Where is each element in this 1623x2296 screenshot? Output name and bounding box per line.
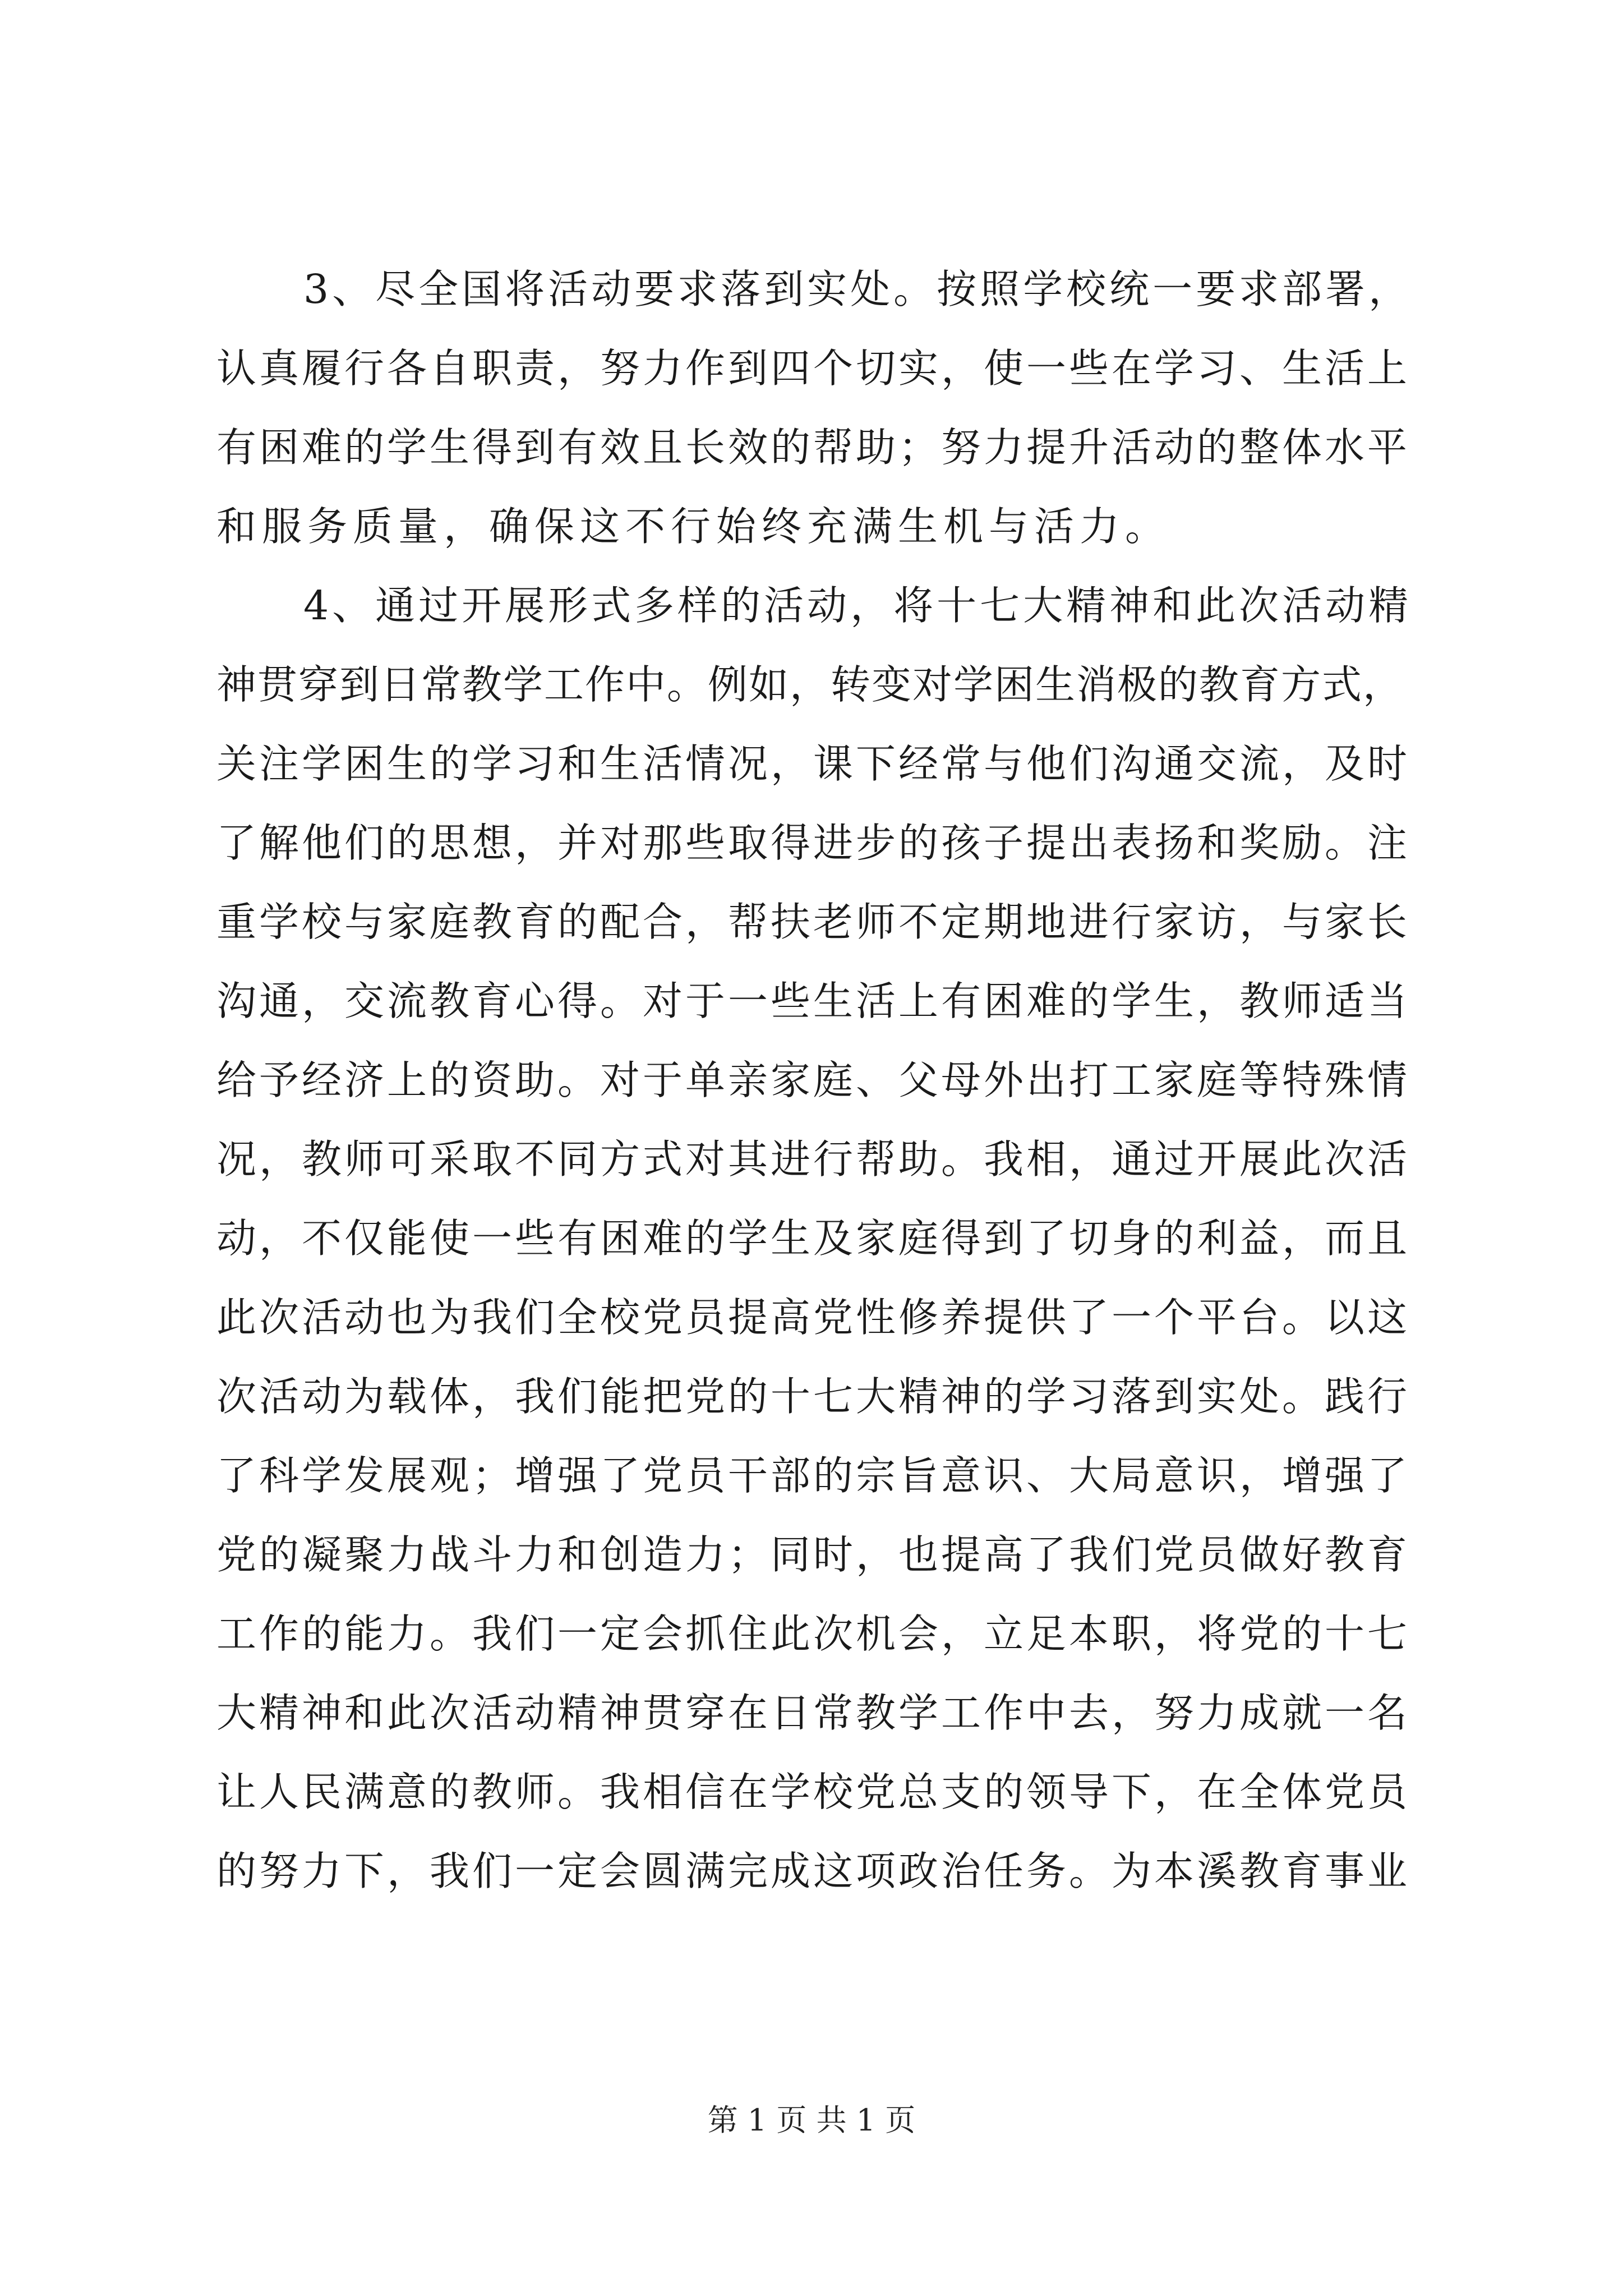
paragraph-first-line: 4、通过开展形式多样的活动，将十七大精神和此次活动精 bbox=[303, 582, 1412, 629]
text-line: 给予经济上的资助。对于单亲家庭、父母外出打工家庭等特殊情 bbox=[216, 1057, 1410, 1103]
text-line: 况，教师可采取不同方式对其进行帮助。我相，通过开展此次活 bbox=[216, 1136, 1410, 1182]
paragraph-first-line: 3、尽全国将活动要求落到实处。按照学校统一要求部署， bbox=[303, 266, 1412, 312]
text-line: 了解他们的思想，并对那些取得进步的孩子提出表扬和奖励。注 bbox=[216, 820, 1410, 866]
text-line: 次活动为载体，我们能把党的十七大精神的学习落到实处。践行 bbox=[216, 1373, 1410, 1420]
text-line: 的努力下，我们一定会圆满完成这项政治任务。为本溪教育事业 bbox=[216, 1848, 1410, 1894]
text-line: 了科学发展观；增强了党员干部的宗旨意识、大局意识，增强了 bbox=[216, 1452, 1410, 1499]
text-line: 关注学困生的学习和生活情况，课下经常与他们沟通交流，及时 bbox=[216, 740, 1410, 787]
page-footer: 第 1 页 共 1 页 bbox=[707, 2102, 916, 2138]
text-line: 让人民满意的教师。我相信在学校党总支的领导下，在全体党员 bbox=[216, 1769, 1410, 1815]
text-line: 大精神和此次活动精神贯穿在日常教学工作中去，努力成就一名 bbox=[216, 1690, 1410, 1736]
text-line: 动，不仅能使一些有困难的学生及家庭得到了切身的利益，而且 bbox=[216, 1215, 1410, 1262]
text-line: 此次活动也为我们全校党员提高党性修养提供了一个平台。以这 bbox=[216, 1294, 1410, 1341]
text-line: 沟通，交流教育心得。对于一些生活上有困难的学生，教师适当 bbox=[216, 978, 1410, 1024]
text-line: 重学校与家庭教育的配合，帮扶老师不定期地进行家访，与家长 bbox=[216, 899, 1410, 945]
text-line: 党的凝聚力战斗力和创造力；同时，也提高了我们党员做好教育 bbox=[216, 1531, 1410, 1578]
text-line: 认真履行各自职责，努力作到四个切实，使一些在学习、生活上 bbox=[216, 345, 1410, 392]
text-line: 神贯穿到日常教学工作中。例如，转变对学困生消极的教育方式， bbox=[216, 661, 1404, 708]
document-body bbox=[216, 250, 1417, 1911]
text-line: 工作的能力。我们一定会抓住此次机会，立足本职，将党的十七 bbox=[216, 1611, 1410, 1657]
text-line: 有困难的学生得到有效且长效的帮助；努力提升活动的整体水平 bbox=[216, 424, 1410, 471]
text-line: 和服务质量，确保这不行始终充满生机与活力。 bbox=[216, 503, 1171, 550]
